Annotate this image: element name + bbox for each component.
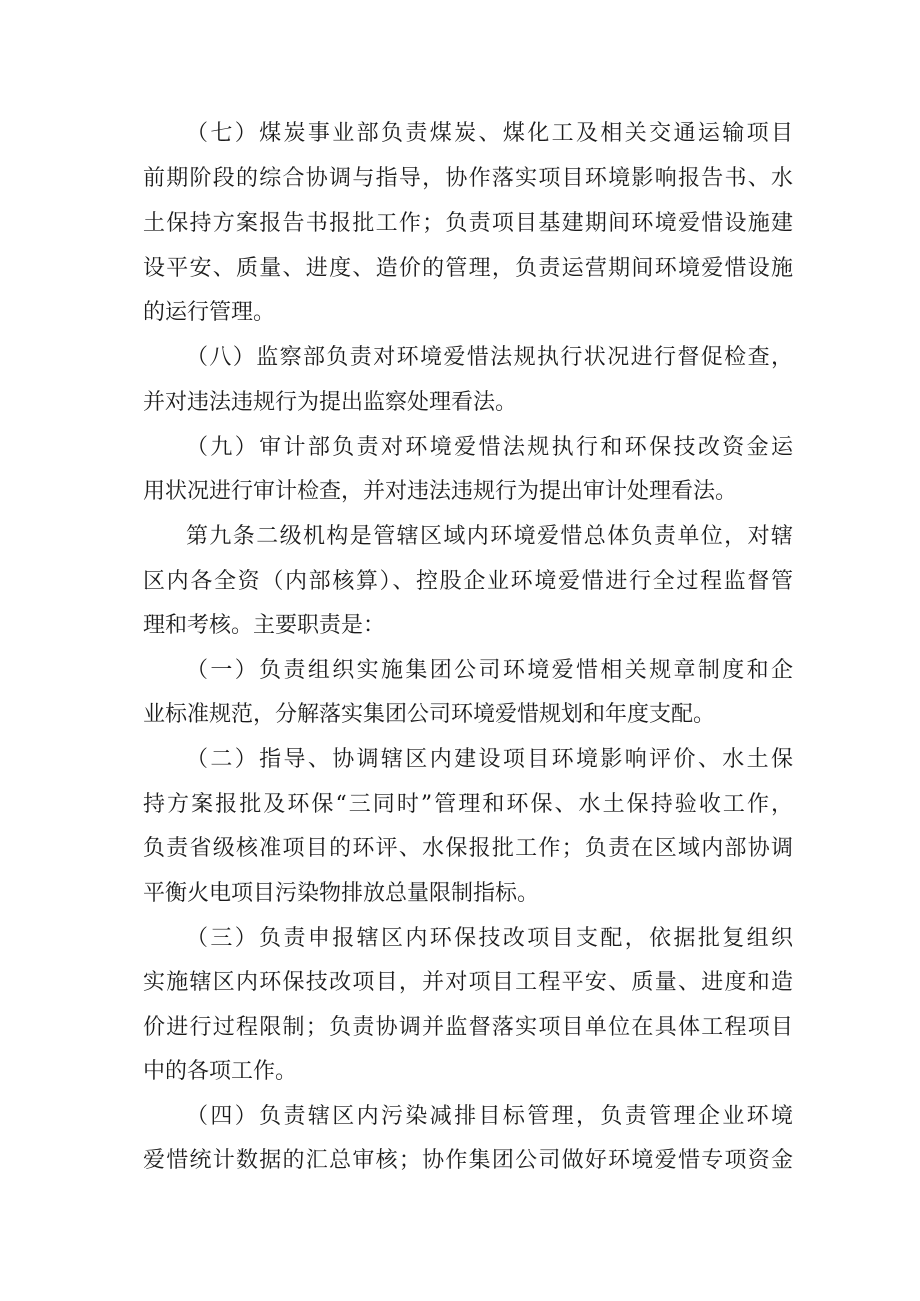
item-2-line-4: 平衡火电项目污染物排放总量限制指标。 <box>143 881 540 906</box>
paragraph-7-line-4: 设平安、质量、进度、造价的管理，负责运营期间环境爱惜设施 <box>143 256 793 281</box>
item-4-line-2: 爱惜统计数据的汇总审核；协作集团公司做好环境爱惜专项资金 <box>143 1148 793 1173</box>
article-9-line-2: 区内各全资（内部核算）、控股企业环境爱惜进行全过程监督管 <box>143 569 793 594</box>
article-9-line-1: 第九条二级机构是管辖区域内环境爱惜总体负责单位，对辖 <box>186 524 793 549</box>
item-4-line-1: （四）负责辖区内污染减排目标管理，负责管理企业环境 <box>186 1104 793 1129</box>
item-3-line-1: （三）负责申报辖区内环保技改项目支配，依据批复组织 <box>186 926 793 951</box>
item-1-line-2: 业标准规范，分解落实集团公司环境爱惜规划和年度支配。 <box>143 702 716 727</box>
paragraph-8-line-1: （八）监察部负责对环境爱惜法规执行状况进行督促检查， <box>186 345 793 370</box>
item-2-line-1: （二）指导、协调辖区内建设项目环境影响评价、水土保 <box>186 747 793 772</box>
article-9-line-3: 理和考核。主要职责是： <box>143 613 386 638</box>
paragraph-9-line-1: （九）审计部负责对环境爱惜法规执行和环保技改资金运 <box>186 435 793 460</box>
paragraph-7-line-2: 前期阶段的综合协调与指导，协作落实项目环境影响报告书、水 <box>143 166 793 191</box>
item-2-line-2: 持方案报批及环保“三同时”管理和环保、水土保持验收工作， <box>143 792 793 817</box>
paragraph-8-line-2: 并对违法违规行为提出监察处理看法。 <box>143 390 518 415</box>
paragraph-9-line-2: 用状况进行审计检查，并对违法违规行为提出审计处理看法。 <box>143 479 738 504</box>
paragraph-7-line-1: （七）煤炭事业部负责煤炭、煤化工及相关交通运输项目 <box>186 121 793 146</box>
paragraph-7-line-5: 的运行管理。 <box>143 300 276 325</box>
item-3-line-3: 价进行过程限制；负责协调并监督落实项目单位在具体工程项目 <box>143 1015 793 1040</box>
item-2-line-3: 负责省级核准项目的环评、水保报批工作；负责在区域内部协调 <box>143 836 793 861</box>
item-3-line-4: 中的各项工作。 <box>143 1059 298 1084</box>
item-1-line-1: （一）负责组织实施集团公司环境爱惜相关规章制度和企 <box>186 658 793 683</box>
paragraph-7-line-3: 土保持方案报告书报批工作；负责项目基建期间环境爱惜设施建 <box>143 211 793 236</box>
item-3-line-2: 实施辖区内环保技改项目，并对项目工程平安、质量、进度和造 <box>143 970 793 995</box>
